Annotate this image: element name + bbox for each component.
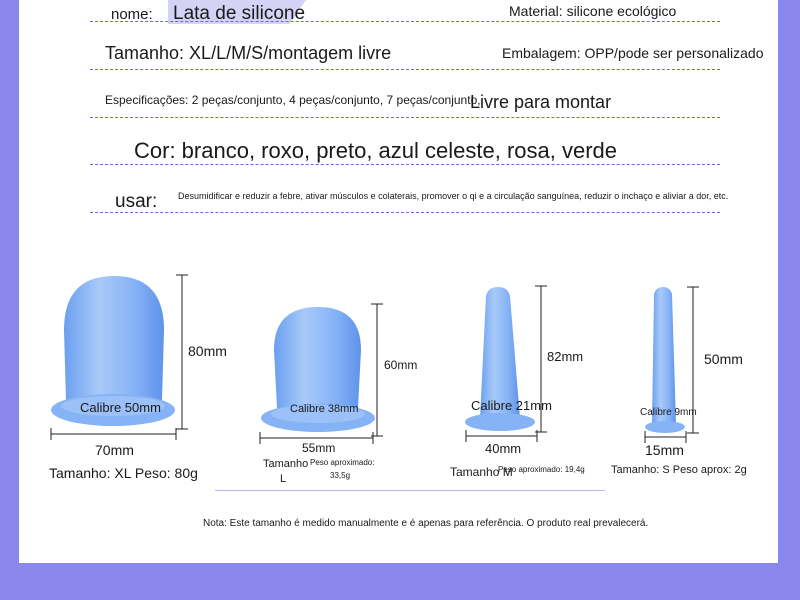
cup-l-height-label: 60mm — [384, 358, 418, 372]
name-value: Lata de silicone — [173, 3, 306, 24]
free-assembly-text: Livre para montar — [470, 92, 612, 112]
name-label: nome: — [111, 6, 153, 23]
cup-l-width-label: 55mm — [302, 441, 336, 455]
packaging-text: Embalagem: OPP/pode ser personalizado — [502, 45, 764, 61]
cup-l-caption-size: Tamanho — [263, 458, 309, 470]
note-divider — [215, 490, 605, 491]
material-text: Material: silicone ecológico — [509, 3, 677, 19]
usage-text: Desumidificar e reduzir a febre, ativar músculos e colaterais, promover o qi e a circulação sanguínea, reduzir o inchaço e aliviar a dor, etc. — [178, 191, 729, 201]
cup-s-caption: Tamanho: S Peso aprox: 2g — [611, 464, 747, 476]
disclaimer-note: Nota: Este tamanho é medido manualmente e é apenas para referência. O produto real prevalecerá. — [203, 518, 649, 529]
cup-xl-caliber-label: Calibre 50mm — [80, 400, 161, 415]
cup-xl-height-label: 80mm — [188, 343, 227, 359]
cup-m-caliber-label: Calibre 21mm — [471, 398, 552, 413]
cup-l-caliber-label: Calibre 38mm — [290, 403, 359, 415]
cup-s-caliber-label: Calibre 9mm — [640, 407, 697, 418]
cup-l-caption-weight-value: 33,5g — [330, 471, 351, 480]
cup-s-height-label: 50mm — [704, 351, 743, 367]
cup-xl-height-dim — [176, 275, 188, 429]
cup-l-caption-size-letter: L — [280, 473, 287, 485]
cup-m-height-label: 82mm — [547, 349, 584, 364]
cup-m-caption-size: Tamanho M — [450, 465, 513, 479]
cup-s-width-label: 15mm — [645, 442, 684, 458]
usage-label: usar: — [115, 191, 158, 212]
cup-l-caption-weight: Peso aproximado: — [310, 458, 375, 467]
cup-m-width-label: 40mm — [485, 441, 522, 456]
specifications-text: Especificações: 2 peças/conjunto, 4 peças/conjunto, 7 peças/conjunto, — [105, 93, 481, 107]
cup-xl-width-dim — [51, 428, 176, 440]
cup-m-caption-weight: Peso aproximado: 19,4g — [498, 465, 585, 474]
cup-xl-width-label: 70mm — [95, 442, 134, 458]
cup-xl-caption: Tamanho: XL Peso: 80g — [49, 465, 198, 481]
colors-text: Cor: branco, roxo, preto, azul celeste, rosa, verde — [134, 138, 618, 163]
size-text: Tamanho: XL/L/M/S/montagem livre — [105, 43, 392, 63]
